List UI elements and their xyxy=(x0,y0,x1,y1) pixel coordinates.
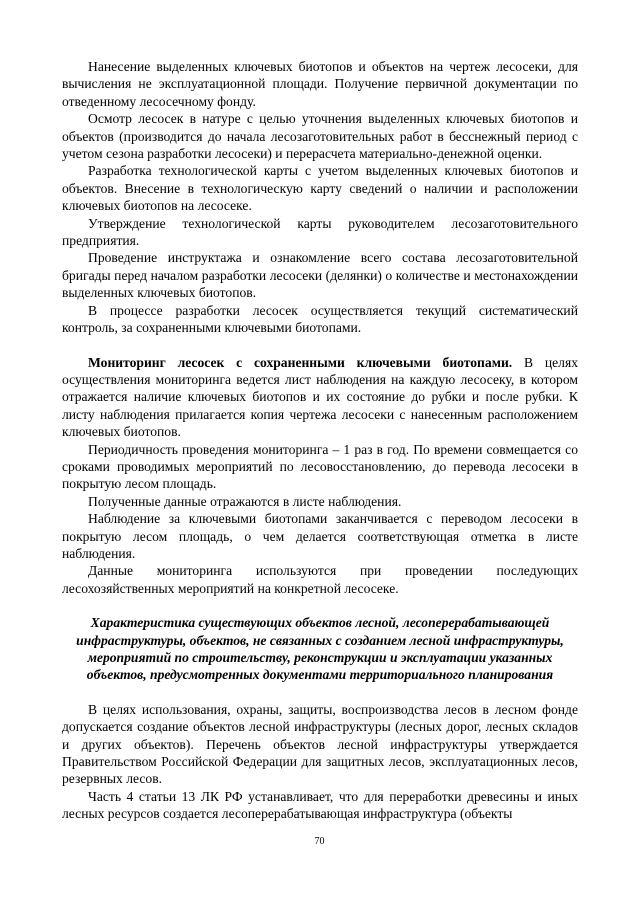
page-number: 70 xyxy=(314,836,325,847)
paragraph-briefing: Проведение инструктажа и ознакомление всего состава лесозаготовительной бригады перед началом разработки лесосеки (делянки) о количестве и местонахождении выделенных ключевых биотопов. xyxy=(62,250,578,301)
paragraph-infrastructure: В целях использования, охраны, защиты, воспроизводства лесов в лесном фонде допускается создание объектов лесной инфраструктуры (лесных дорог, лесных складов и других объектов). Перечень объектов лесной инфраструктуры утверждается Правительством Российской Федерации для защитных лесов, эксплуатационных лесов, резервных лесов. xyxy=(62,701,578,787)
monitoring-intro-text: В целях осуществления мониторинга ведется лист наблюдения на каждую лесосеку, в котором отражается наличие ключевых биотопов и их состояние до рубки и после рубки. К листу наблюдения прилагается копия чертежа лесосеки с нанесенным расположением ключевых биотопов. xyxy=(62,354,578,440)
paragraph-monitoring-intro xyxy=(62,354,578,441)
spacer xyxy=(62,684,578,701)
spacer xyxy=(62,597,578,614)
paragraph-control: В процессе разработки лесосек осуществляется текущий систематический контроль, за сохраненными ключевыми биотопами. xyxy=(62,302,578,336)
monitoring-lead: Мониторинг лесосек с сохраненными ключевыми биотопами. xyxy=(88,354,513,370)
paragraph-monitoring-frequency: Периодичность проведения мониторинга – 1 раз в год. По времени совмещается со сроками проводимых мероприятий по лесовосстановлению, до перевода лесосеки в покрытую лесом площадь. xyxy=(62,441,578,492)
paragraph-monitoring-use: Данные мониторинга используются при проведении последующих лесохозяйственных мероприятий на конкретной лесосеке. xyxy=(62,563,578,596)
paragraph-tech-map: Разработка технологической карты с учетом выделенных ключевых биотопов и объектов. Внесение в технологическую карту сведений о наличии и расположении ключевых биотопов на лесосеке. xyxy=(62,163,578,214)
document-page xyxy=(62,58,578,823)
spacer xyxy=(62,337,578,354)
paragraph-monitoring-data: Полученные данные отражаются в листе наблюдения. xyxy=(88,493,402,509)
section-heading: Характеристика существующих объектов лесной, лесоперерабатывающей инфраструктуры, объектов, не связанных с созданием лесной инфраструктуры, мероприятий по строительству, реконструкции и эксплуатации указанных объектов, предусмотренных документами территориального планирования xyxy=(76,615,564,683)
paragraph-tech-map-approval: Утверждение технологической карты руководителем лесозаготовительного предприятия. xyxy=(62,215,578,249)
paragraph-site-inspection: Осмотр лесосек в натуре с целью уточнения выделенных ключевых биотопов и объектов (производится до начала лесозаготовительных работ в бесснежный период с учетом сезона разработки лесосеки) и перерасчета материально-денежной оценки. xyxy=(62,111,578,162)
paragraph-article-13: Часть 4 статьи 13 ЛК РФ устанавливает, что для переработки древесины и иных лесных ресурсов создается лесоперерабатывающая инфраструктура (объекты xyxy=(62,788,578,822)
paragraph-monitoring-end: Наблюдение за ключевыми биотопами заканчивается с переводом лесосеки в покрытую лесом площадь, о чем делается соответствующая отметка в листе наблюдения. xyxy=(62,511,578,561)
paragraph-drawing-biotopes: Нанесение выделенных ключевых биотопов и объектов на чертеж лесосеки, для вычисления не эксплуатационной площади. Получение первичной документации по отведенному лесосечному фонду. xyxy=(62,59,578,109)
